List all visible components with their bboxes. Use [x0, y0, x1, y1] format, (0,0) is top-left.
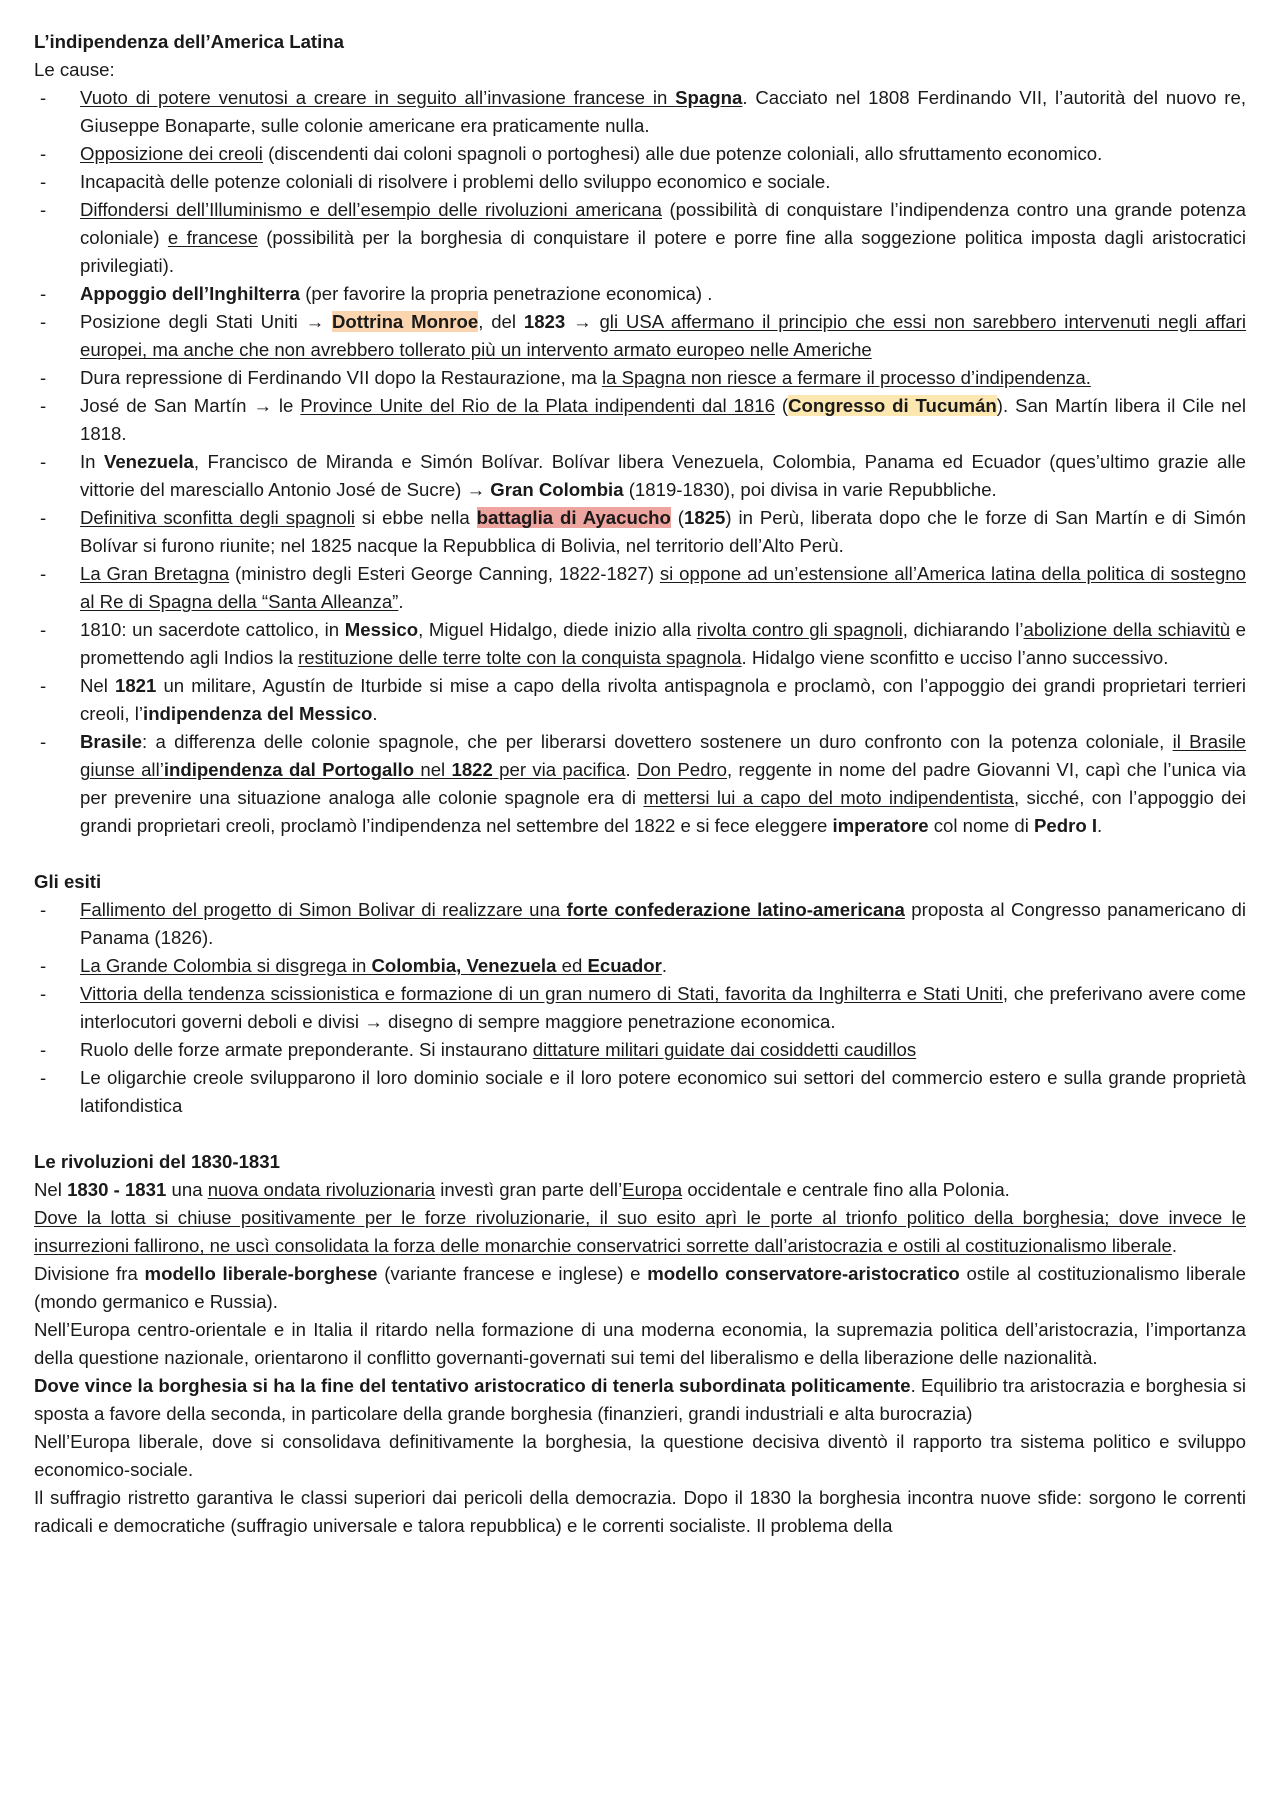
list-item: - 1810: un sacerdote cattolico, in Messico, Miguel Hidalgo, diede inizio alla rivolta contro gli spagnoli, dichiarando l’abolizione della schiavitù e promettendo agli Indios la restituzione delle terre tolte con la conquista spagnola. Hidalgo viene sconfitto e ucciso l’anno successivo.: [34, 616, 1246, 672]
list-item: - Incapacità delle potenze coloniali di risolvere i problemi dello sviluppo economico e sociale.: [34, 168, 1246, 196]
list-item: - In Venezuela, Francisco de Miranda e Simón Bolívar. Bolívar libera Venezuela, Colombia, Panama ed Ecuador (ques’ultimo grazie alle vittorie del maresciallo Antonio José de Sucre) → Gran Colombia (1819-1830), poi divisa in varie Repubbliche.: [34, 448, 1246, 504]
paragraph: Il suffragio ristretto garantiva le classi superiori dai pericoli della democrazia. Dopo il 1830 la borghesia incontra nuove sfide: sorgono le correnti radicali e democratiche (suffragio universale e talora repubblica) e le correnti socialiste. Il problema della: [34, 1487, 1246, 1536]
spacer: [34, 1120, 1246, 1148]
paragraph: Dove la lotta si chiuse positivamente per le forze rivoluzionarie, il suo esito aprì le porte al trionfo politico della borghesia; dove invece le insurrezioni fallirono, ne uscì consolidata la forza delle monarchie conservatrici sorrette dall’aristocrazia e ostili al costituzionalismo liberale.: [34, 1207, 1246, 1256]
section-title-esiti: Gli esiti: [34, 871, 102, 892]
highlight-congresso-tucuman: Congresso di Tucumán: [788, 395, 997, 416]
list-item: - Brasile: a differenza delle colonie spagnole, che per liberarsi dovettero sostenere un duro confronto con la potenza coloniale, il Brasile giunse all’indipendenza dal Portogallo nel 1822 per via pacifica. Don Pedro, reggente in nome del padre Giovanni VI, capì che l’unica via per prevenire una situazione analoga alle colonie spagnole era di mettersi lui a capo del moto indipendentista, sicché, con l’appoggio dei grandi proprietari creoli, proclamò l’indipendenza nel settembre del 1822 e si fece eleggere imperatore col nome di Pedro I.: [34, 728, 1246, 840]
highlight-dottrina-monroe: Dottrina Monroe: [332, 311, 479, 332]
list-item: - Opposizione dei creoli (discendenti dai coloni spagnoli o portoghesi) alle due potenze coloniali, allo sfruttamento economico.: [34, 140, 1246, 168]
paragraph: Dove vince la borghesia si ha la fine del tentativo aristocratico di tenerla subordinata politicamente. Equilibrio tra aristocrazia e borghesia si sposta a favore della seconda, in particolare della grande borghesia (finanzieri, grandi industriali e alta burocrazia): [34, 1375, 1246, 1424]
esiti-list: [34, 896, 1246, 1120]
causes-intro: Le cause:: [34, 59, 115, 80]
spacer: [34, 840, 1246, 868]
paragraph: Divisione fra modello liberale-borghese (variante francese e inglese) e modello conservatore-aristocratico ostile al costituzionalismo liberale (mondo germanico e Russia).: [34, 1263, 1246, 1312]
list-item: - Dura repressione di Ferdinando VII dopo la Restaurazione, ma la Spagna non riesce a fermare il processo d’indipendenza.: [34, 364, 1246, 392]
list-item: - La Gran Bretagna (ministro degli Esteri George Canning, 1822-1827) si oppone ad un’estensione all’America latina della politica di sostegno al Re di Spagna della “Santa Alleanza”.: [34, 560, 1246, 616]
list-item: - Nel 1821 un militare, Agustín de Iturbide si mise a capo della rivolta antispagnola e proclamò, con l’appoggio dei grandi proprietari terrieri creoli, l’indipendenza del Messico.: [34, 672, 1246, 728]
paragraph: Nell’Europa liberale, dove si consolidava definitivamente la borghesia, la questione decisiva diventò il rapporto tra sistema politico e sviluppo economico-sociale.: [34, 1431, 1246, 1480]
list-item: - José de San Martín → le Province Unite del Rio de la Plata indipendenti dal 1816 (Congresso di Tucumán). San Martín libera il Cile nel 1818.: [34, 392, 1246, 448]
list-item: - Posizione degli Stati Uniti → Dottrina Monroe, del 1823 → gli USA affermano il principio che essi non sarebbero intervenuti negli affari europei, ma anche che non avrebbero tollerato più un intervento armato europeo nelle Americhe: [34, 308, 1246, 364]
list-item: - La Grande Colombia si disgrega in Colombia, Venezuela ed Ecuador.: [34, 952, 1246, 980]
paragraph: Nell’Europa centro-orientale e in Italia il ritardo nella formazione di una moderna economia, la supremazia politica dell’aristocrazia, l’importanza della questione nazionale, orientarono il conflitto governanti-governati sui temi del liberalismo e della liberazione delle nazionalità.: [34, 1319, 1246, 1368]
list-item: - Ruolo delle forze armate preponderante. Si instaurano dittature militari guidate dai cosiddetti caudillos: [34, 1036, 1246, 1064]
list-item: - Diffondersi dell’Illuminismo e dell’esempio delle rivoluzioni americana (possibilità di conquistare l’indipendenza contro una grande potenza coloniale) e francese (possibilità per la borghesia di conquistare il potere e porre fine alla soggezione politica imposta dagli aristocratici privilegiati).: [34, 196, 1246, 280]
highlight-ayacucho: battaglia di Ayacucho: [476, 507, 671, 528]
causes-list: [34, 84, 1246, 840]
paragraph: Nel 1830 - 1831 una nuova ondata rivoluzionaria investì gran parte dell’Europa occidentale e centrale fino alla Polonia.: [34, 1179, 1010, 1200]
list-item: - Le oligarchie creole svilupparono il loro dominio sociale e il loro potere economico sui settori del commercio estero e sulla grande proprietà latifondistica: [34, 1064, 1246, 1120]
list-item: - Vuoto di potere venutosi a creare in seguito all’invasione francese in Spagna. Cacciato nel 1808 Ferdinando VII, l’autorità del nuovo re, Giuseppe Bonaparte, sulle colonie americane era praticamente nulla.: [34, 84, 1246, 140]
section-title-rivoluzioni: Le rivoluzioni del 1830-1831: [34, 1151, 280, 1172]
list-item: - Definitiva sconfitta degli spagnoli si ebbe nella battaglia di Ayacucho (1825) in Perù, liberata dopo che le forze di San Martín e di Simón Bolívar si furono riunite; nel 1825 nacque la Repubblica di Bolivia, nel territorio dell’Alto Perù.: [34, 504, 1246, 560]
list-item: - Vittoria della tendenza scissionistica e formazione di un gran numero di Stati, favorita da Inghilterra e Stati Uniti, che preferivano avere come interlocutori governi deboli e divisi → disegno di sempre maggiore penetrazione economica.: [34, 980, 1246, 1036]
list-item: - Fallimento del progetto di Simon Bolivar di realizzare una forte confederazione latino-americana proposta al Congresso panamericano di Panama (1826).: [34, 896, 1246, 952]
section-title-independence: L’indipendenza dell’America Latina: [34, 31, 344, 52]
list-item: - Appoggio dell’Inghilterra (per favorire la propria penetrazione economica) .: [34, 280, 1246, 308]
